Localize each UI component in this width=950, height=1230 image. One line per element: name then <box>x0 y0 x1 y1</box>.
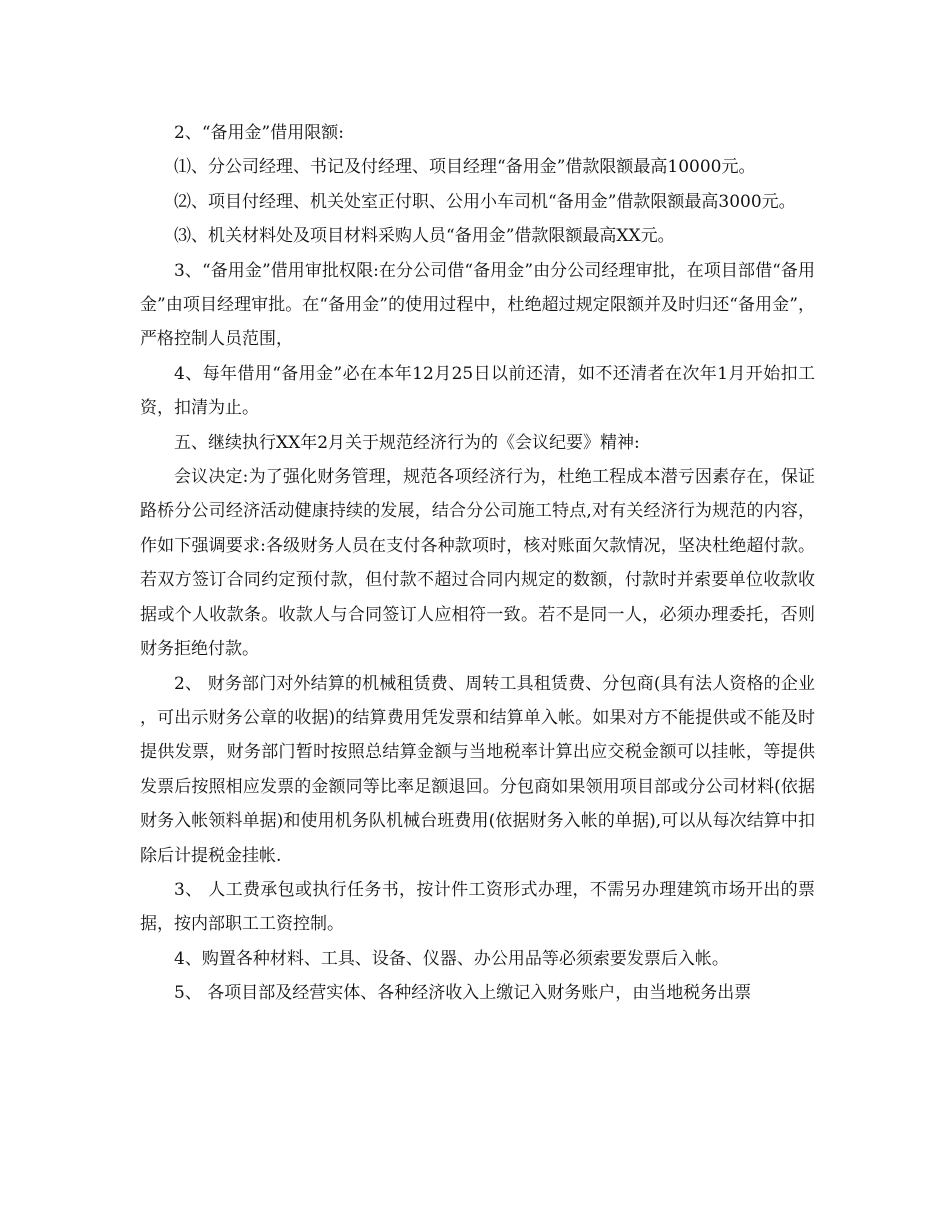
document-page <box>140 116 815 1011</box>
paragraph-labor-costs: 3、 人工费承包或执行任务书，按计件工资形式办理，不需另办理建筑市场开出的票据，按内部职工工资控制。 <box>140 879 815 935</box>
paragraph-income-remittance: 5、 各项目部及经营实体、各种经济收入上缴记入财务账户，由当地税务出票 <box>174 983 752 1004</box>
paragraph-limit-deputy-drivers: ⑵、项目付经理、机关处室正付职、公用小车司机“备用金”借款限额最高3000元。 <box>174 191 796 212</box>
paragraph-annual-repayment: 4、每年借用“备用金”必在本年12月25日以前还清，如不还清者在次年1月开始扣工资，扣清为止。 <box>140 363 815 419</box>
paragraph-approval-authority: 3、“备用金”借用审批权限:在分公司借“备用金”由分公司经理审批，在项目部借“备用金”由项目经理审批。在“备用金”的使用过程中，杜绝超过规定限额并及时归还“备用金”，严格控制人员范围， <box>140 260 815 350</box>
paragraph-meeting-decision: 会议决定:为了强化财务管理，规范各项经济行为，杜绝工程成本潜亏因素存在，保证路桥分公司经济活动健康持续的发展，结合分公司施工特点,对有关经济行为规范的内容，作如下强调要求:各级财务人员在支付各种款项时，核对账面欠款情况，坚决杜绝超付款。若双方签订合同约定预付款，但付款不超过合同内规定的数额，付款时并索要单位收款收据或个人收款条。收款人与合同签订人应相符一致。若不是同一人，必须办理委托，否则财务拒绝付款。 <box>140 467 815 660</box>
paragraph-purchases-invoices: 4、购置各种材料、工具、设备、仪器、办公用品等必须索要发票后入帐。 <box>174 948 729 969</box>
paragraph-limit-purchasers: ⑶、机关材料处及项目材料采购人员“备用金”借款限额最高XX元。 <box>174 226 675 247</box>
section-five-heading: 五、继续执行XX年2月关于规范经济行为的《会议纪要》精神: <box>174 432 640 453</box>
paragraph-external-settlement: 2、 财务部门对外结算的机械租赁费、周转工具租赁费、分包商(具有法人资格的企业，可出示财务公章的收据)的结算费用凭发票和结算单入帐。如果对方不能提供或不能及时提供发票，财务部门暂时按照总结算金额与当地税率计算出应交税金额可以挂帐，等提供发票后按照相应发票的金额同等比率足额退回。分包商如果领用项目部或分公司材料(依据财务入帐领料单据)和使用机务队机械台班费用(依据财务入帐的单据),可以从每次结算中扣除后计提税金挂帐. <box>140 673 815 866</box>
paragraph-petty-cash-limits-heading: 2、“备用金”借用限额: <box>174 123 344 143</box>
paragraph-limit-managers: ⑴、分公司经理、书记及付经理、项目经理“备用金”借款限额最高10000元。 <box>174 157 756 178</box>
